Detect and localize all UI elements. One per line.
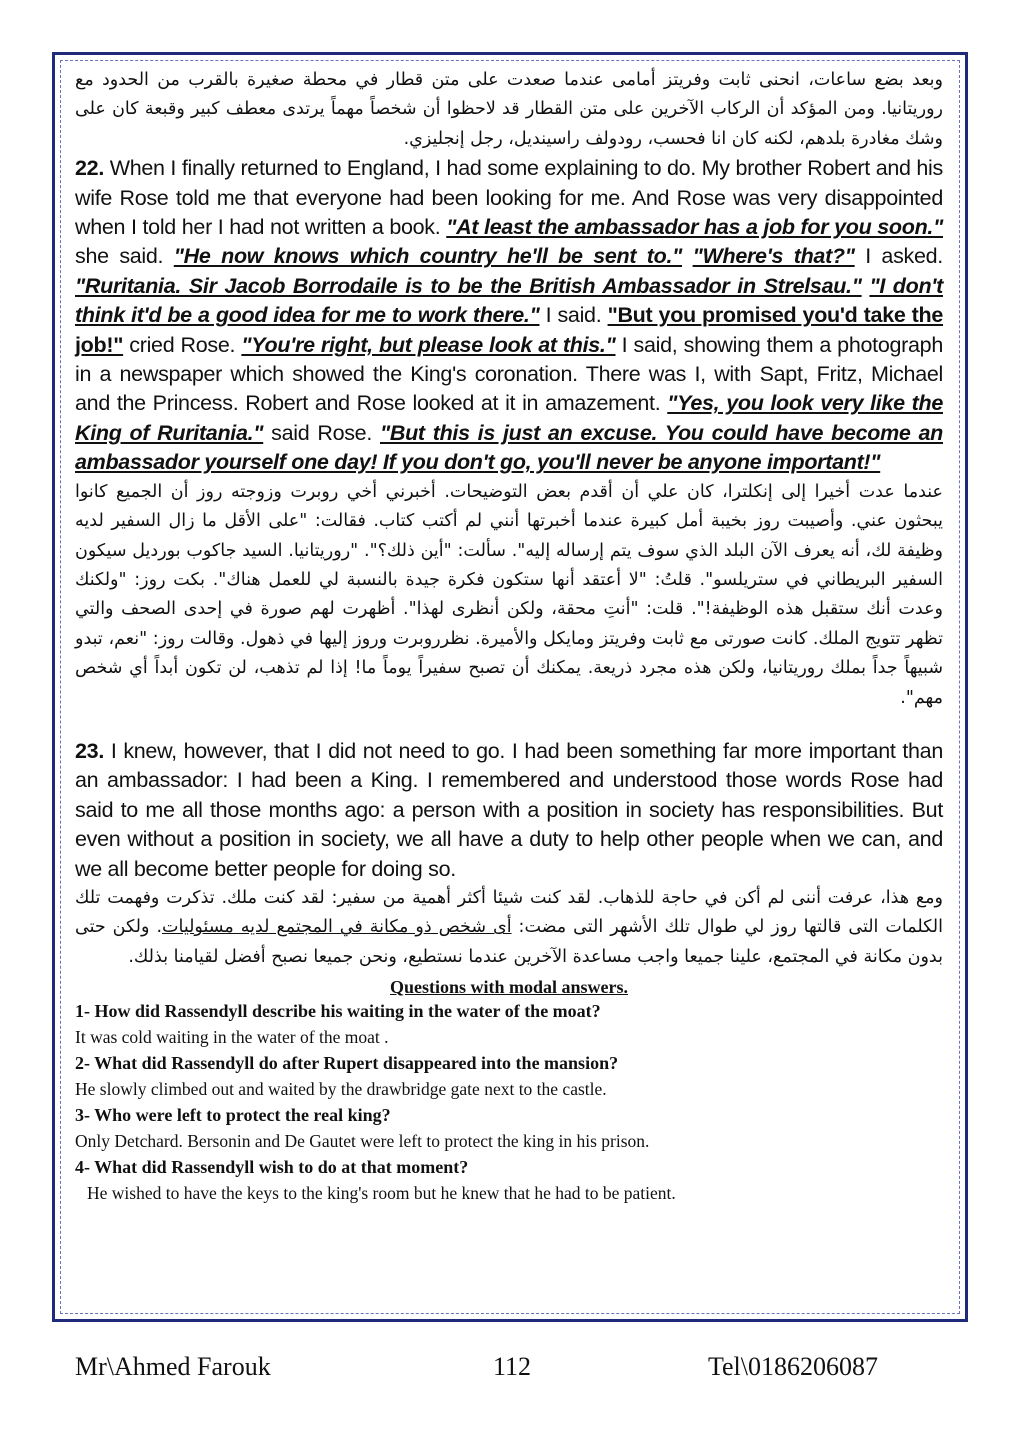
dialogue-quote: "I don't think it'd be a good idea for me to work there." <box>75 273 943 328</box>
paragraph-22 <box>75 154 943 477</box>
arabic-paragraph-23 <box>75 884 943 972</box>
dialogue-quote: "Yes, you look very like the King of Ruritania." <box>75 391 943 445</box>
dialogue-quote: "Ruritania. Sir Jacob Borrodaile is to be the British Ambassador in Strelsau." <box>75 273 862 298</box>
phone-number: Tel\0186206087 <box>707 1352 878 1381</box>
question: 3- Who were left to protect the real king? <box>75 1105 391 1126</box>
answer: He wished to have the keys to the king's room but he knew that he had to be patient. <box>87 1183 676 1204</box>
arabic-paragraph-22: عندما عدت أخيرا إلى إنكلترا، كان علي أن أقدم بعض التوضيحات. أخبرني أخي روبرت وزوجته روز أن الجميع كانوا يبحثون عني. وأصيبت روز بخيبة أمل كبيرة عندما أخبرتها أنني لم أكتب كتاب. فقالت: "على الأقل ما زال السفير لديه وظيفة لك، أنه يعرف الآن البلد الذي سوف يتم إرساله إليه". سألت: "أين ذلك؟". "روريتانيا. السيد جاكوب بورديل سيكون السفير البريطاني في ستريلسو". قلتُ: "لا أعتقد أنها ستكون فكرة جيدة بالنسبة لي للعمل هناك". بكت روز: "ولكنك وعدت أنك ستقبل هذه الوظيفة!". قلت: "أنتِ محقة، ولكن أنظرى لهذا". أظهرت لهم صورة في إحدى الصحف والتي تظهر تتويج الملك. كانت صورتى مع ثابت وفريتز ومايكل والأميرة. نظرروبرت وروز إليها في ذهول. وقالت روز: "نعم، تبدو شبيهاً جداً بملك روريتانيا، ولكن هذه مجرد ذريعة. يمكنك أن تصبح سفيراً يوماً ما! إذا لم تذهب، لن تكون أبداً أي شخص مهم". <box>75 481 943 708</box>
question: 4- What did Rassendyll wish to do at that moment? <box>75 1157 469 1178</box>
dialogue-quote: "At least the ambassador has a job for you soon." <box>446 215 943 240</box>
page-number: 112 <box>493 1352 532 1381</box>
narrative-text: I said, showing them a photograph in a newspaper which showed the King's coronation. There was I, with Sapt, Fritz, Michael and the Princess. Robert and Rose looked at it in amazement. <box>75 332 943 416</box>
spacer <box>75 713 943 737</box>
dialogue-quote: "You're right, but please look at this." <box>241 332 616 357</box>
question: 2- What did Rassendyll do after Rupert disappeared into the mansion? <box>75 1053 619 1074</box>
dialogue-quote: "But you promised you'd take the job!" <box>75 303 944 357</box>
questions-heading: Questions with modal answers. <box>389 977 629 998</box>
paragraph-number: 23. <box>75 738 104 763</box>
arabic-underlined-text: أى شخص ذو مكانة في المجتمع لديه مسئوليات <box>162 917 512 938</box>
dialogue-quote: "He now knows which country he'll be sent to." <box>173 244 683 269</box>
arabic-intro-paragraph: وبعد بضع ساعات، انحنى ثابت وفريتز أمامى عندما صعدت على متن قطار في محطة صغيرة بالقرب من الحدود مع روريتانيا. ومن المؤكد أن الركاب الآخرين على متن القطار قد لاحظوا أن شخصاً مهماً يرتدى معطف كبير وقبعة كان على وشك مغادرة بلدهم، لكنه كان انا فحسب، رودولف راسينديل، رجل إنجليزي. <box>75 70 943 149</box>
narrative-text: I asked. <box>854 244 943 269</box>
arabic-text: . ولكن حتى بدون مكانة في المجتمع، علينا جميعا واجب مساعدة الآخرين عندما نستطيع، ونحن جميعا نصبح أفضل لقيامنا بذلك. <box>75 917 943 967</box>
narrative-text: cried Rose. <box>123 332 242 357</box>
answer: It was cold waiting in the water of the moat . <box>75 1027 389 1048</box>
narrative-text: said Rose. <box>263 420 380 445</box>
answer: Only Detchard. Bersonin and De Gautet were left to protect the king in his prison. <box>75 1131 650 1152</box>
page-footer <box>75 1352 943 1392</box>
page-content <box>75 66 943 1206</box>
arabic-text: ومع هذا، عرفت أننى لم أكن في حاجة للذهاب. لقد كنت شيئا أكثر أهمية من سفير: لقد كنت ملك. تذكرت وفهمت تلك الكلمات التى قالتها روز لي طوال تلك الأشهر التى مضت: <box>75 887 943 938</box>
narrative-text: she said. <box>75 244 174 269</box>
narrative-text: I knew, however, that I did not need to go. I had been something far more important than an ambassador: I had been a King. I remembered and understood those words Rose had said to me all those months ago: a person with a position in society has responsibilities. But even without a position in society, we all have a duty to help other people when we can, and we all become better people for doing so. <box>75 738 943 881</box>
question: 1- How did Rassendyll describe his waiting in the water of the moat? <box>75 1001 601 1022</box>
narrative-text <box>682 244 693 268</box>
author-name: Mr\Ahmed Farouk <box>75 1352 271 1381</box>
narrative-text: I said. <box>539 303 608 328</box>
answer: He slowly climbed out and waited by the drawbridge gate next to the castle. <box>75 1079 607 1100</box>
dialogue-quote: "Where's that?" <box>692 244 855 269</box>
paragraph-23 <box>75 737 943 884</box>
dialogue-quote: "But this is just an excuse. You could have become an ambassador yourself one day! If you don't go, you'll never be anyone important!" <box>75 420 943 475</box>
narrative-text: When I finally returned to England, I had some explaining to do. My brother Robert and his wife Rose told me that everyone had been looking for me. And Rose was very disappointed when I told her I had not written a book. <box>75 156 943 240</box>
paragraph-number: 22. <box>75 156 104 181</box>
